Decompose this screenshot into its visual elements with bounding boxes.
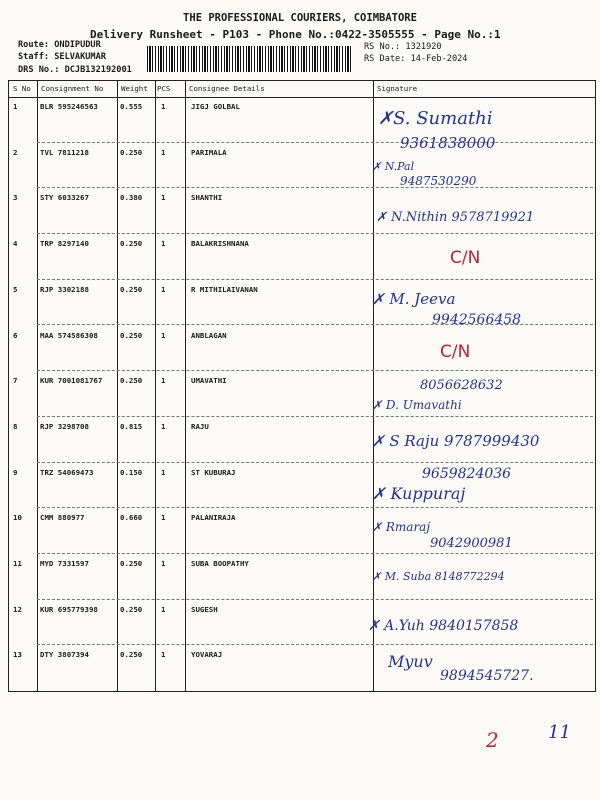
signature-2-name: ✗ N.Pal	[372, 160, 415, 173]
row-consignment-no: MYD 7331597	[40, 559, 89, 568]
signature-10-name: ✗ Rmaraj	[372, 520, 431, 534]
col-consignment: Consignment No	[41, 84, 104, 93]
row-consignment-no: RJP 3302188	[40, 284, 89, 294]
row-consignee: BALAKRISHNANA	[191, 239, 249, 249]
col-sno: S No	[13, 84, 31, 93]
table-row	[9, 97, 595, 143]
col-consignee: Consignee Details	[189, 84, 265, 93]
table-row	[9, 234, 595, 280]
row-sno: 11	[13, 559, 22, 568]
row-weight: 0.250	[120, 330, 143, 340]
barcode	[147, 46, 352, 72]
row-sno: 9	[13, 467, 18, 477]
signature-8: ✗ S Raju 9787999430	[372, 432, 540, 450]
row-sno: 7	[13, 376, 18, 386]
row-consignee: JIGJ GOLBAL	[191, 102, 240, 111]
row-pcs: 1	[161, 421, 166, 431]
row-consignment-no: TRZ 54069473	[40, 467, 94, 477]
row-consignee: PALANIRAJA	[191, 513, 236, 523]
row-pcs: 1	[161, 239, 166, 249]
col-pcs: PCS	[157, 84, 171, 93]
row-consignee: YOVARAJ	[191, 650, 223, 660]
row-consignee: SUBA BOOPATHY	[191, 559, 249, 568]
row-consignee: SUGESH	[191, 604, 218, 614]
row-weight: 0.815	[120, 421, 143, 431]
row-pcs: 1	[161, 604, 166, 614]
signature-12: ✗ A.Yuh 9840157858	[368, 618, 519, 634]
signature-2-phone: 9487530290	[400, 174, 477, 188]
row-consignee: ANBLAGAN	[191, 330, 227, 340]
row-consignment-no: DTY 3807394	[40, 650, 89, 660]
row-pcs: 1	[161, 467, 166, 477]
signature-9-phone: 9659824036	[422, 466, 512, 482]
staff-label: Staff: SELVAKUMAR	[18, 52, 106, 62]
row-consignment-no: KUR 7001081767	[40, 376, 103, 386]
pen-mark-red: 2	[486, 728, 499, 752]
signature-7-name: ✗ D. Umavathi	[372, 398, 462, 412]
pen-tally-mark: 11	[548, 722, 571, 743]
table-row	[9, 326, 595, 372]
row-weight: 0.250	[120, 376, 143, 386]
col-weight: Weight	[121, 84, 148, 93]
row-sno: 3	[13, 193, 18, 203]
runsheet-table	[8, 80, 596, 692]
rs-date: RS Date: 14-Feb-2024	[364, 54, 468, 64]
signature-13-phone: 9894545727.	[440, 668, 534, 684]
row-weight: 0.555	[120, 102, 143, 111]
row-pcs: 1	[161, 650, 166, 660]
signature-1-name: ✗S. Sumathi	[378, 108, 493, 129]
row-weight: 0.660	[120, 513, 143, 523]
row-consignee: SHANTHI	[191, 193, 223, 203]
company-title: THE PROFESSIONAL COURIERS, COIMBATORE	[183, 12, 417, 24]
row-sno: 5	[13, 284, 18, 294]
drs-label: DRS No.: DCJB132192001	[18, 65, 132, 75]
row-consignee: UMAVATHI	[191, 376, 227, 386]
row-pcs: 1	[161, 513, 166, 523]
row-consignee: PARIMALA	[191, 147, 227, 157]
row-weight: 0.380	[120, 193, 143, 203]
row-pcs: 1	[161, 193, 166, 203]
signature-5-name: ✗ M. Jeeva	[372, 290, 456, 308]
row-weight: 0.250	[120, 650, 143, 660]
row-pcs: 1	[161, 102, 166, 111]
row-consignment-no: CMM 880977	[40, 513, 85, 523]
row-weight: 0.250	[120, 559, 143, 568]
signature-4-cn: C/N	[450, 248, 481, 268]
row-weight: 0.250	[120, 604, 143, 614]
signature-3: ✗ N.Nithin 9578719921	[376, 210, 535, 225]
signature-11: ✗ M. Suba 8148772294	[372, 570, 505, 583]
row-consignment-no: TRP 8297140	[40, 239, 89, 249]
rs-number: RS No.: 1321920	[364, 42, 442, 52]
row-weight: 0.250	[120, 239, 143, 249]
signature-13-name: Myuv	[388, 652, 433, 671]
route-label: Route: ONDIPUDUR	[18, 40, 101, 50]
row-sno: 2	[13, 147, 18, 157]
row-sno: 10	[13, 513, 22, 523]
row-sno: 4	[13, 239, 18, 249]
row-sno: 1	[13, 102, 18, 111]
row-consignment-no: RJP 3298708	[40, 421, 89, 431]
row-sno: 8	[13, 421, 18, 431]
signature-5-phone: 9942566458	[432, 312, 522, 328]
signature-6-cn: C/N	[440, 342, 471, 362]
signature-10-phone: 9042900981	[430, 536, 513, 551]
table-row	[9, 371, 595, 417]
row-consignee: RAJU	[191, 421, 209, 431]
signature-7-phone: 8056628632	[420, 378, 503, 393]
runsheet-subtitle: Delivery Runsheet - P103 - Phone No.:0422-3505555 - Page No.:1	[90, 28, 501, 41]
table-row	[9, 143, 595, 189]
row-pcs: 1	[161, 330, 166, 340]
row-pcs: 1	[161, 376, 166, 386]
row-pcs: 1	[161, 559, 166, 568]
row-consignee: ST KUBURAJ	[191, 467, 236, 477]
row-consignment-no: KUR 695779398	[40, 604, 98, 614]
row-consignment-no: STY 6033267	[40, 193, 89, 203]
row-consignee: R MITHILAIVANAN	[191, 284, 258, 294]
row-sno: 6	[13, 330, 18, 340]
row-pcs: 1	[161, 147, 166, 157]
row-consignment-no: BLR 595246563	[40, 102, 98, 111]
row-sno: 12	[13, 604, 22, 614]
row-weight: 0.150	[120, 467, 143, 477]
table-header	[9, 81, 595, 98]
row-pcs: 1	[161, 284, 166, 294]
row-weight: 0.250	[120, 147, 143, 157]
row-consignment-no: TVL 7811218	[40, 147, 89, 157]
table-row	[9, 554, 595, 600]
signature-1-phone: 9361838000	[400, 134, 496, 152]
row-sno: 13	[13, 650, 22, 660]
row-consignment-no: MAA 574586308	[40, 330, 98, 340]
col-signature: Signature	[377, 84, 418, 93]
signature-9-name: ✗ Kuppuraj	[372, 484, 466, 503]
row-weight: 0.250	[120, 284, 143, 294]
